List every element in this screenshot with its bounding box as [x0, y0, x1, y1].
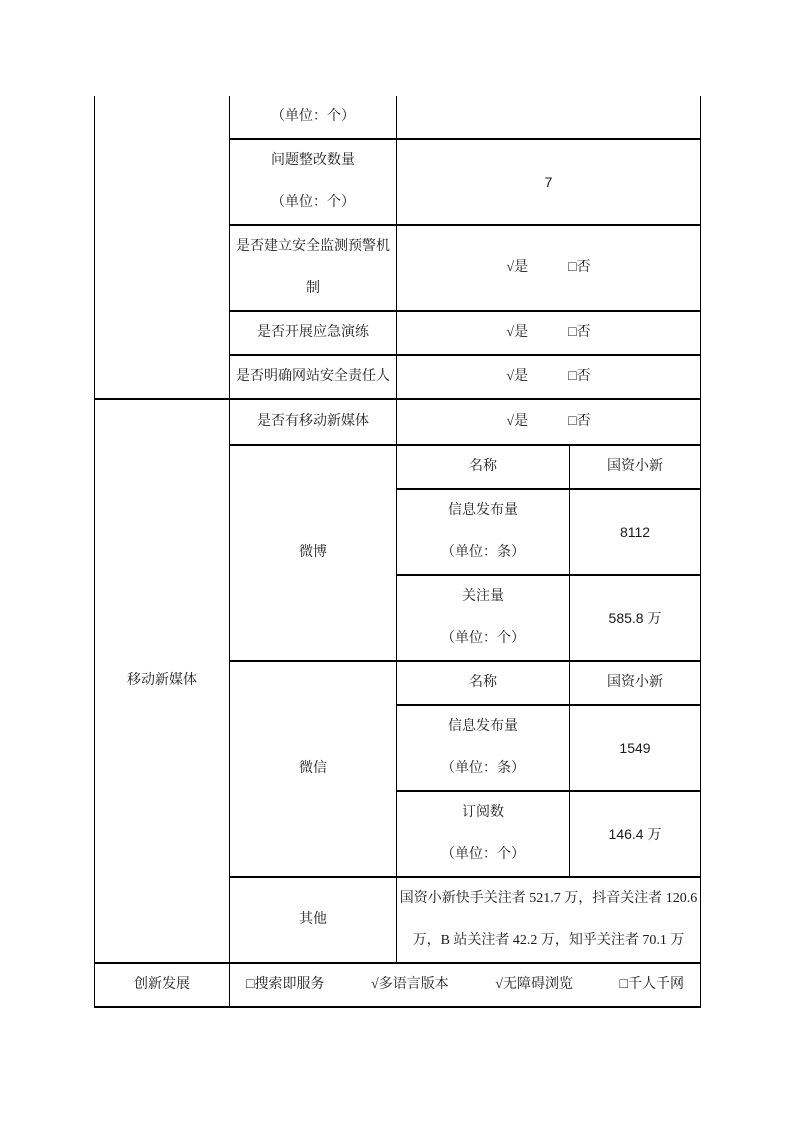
wechat-platform-label: 微信 — [230, 661, 397, 877]
no-unchecked-option: □否 — [568, 260, 591, 275]
drill-yesno-cell — [397, 311, 701, 355]
wechat-subscribers-label: 订阅数 — [462, 805, 504, 820]
weibo-platform-label: 微博 — [230, 445, 397, 661]
weibo-followers-label: 关注量 — [462, 589, 504, 604]
other-platforms-value-cell — [397, 877, 701, 963]
security-officer-label: 是否明确网站安全责任人 — [230, 355, 397, 399]
officer-yesno-cell — [397, 355, 701, 399]
option-search-as-service-unchecked: □搜索即服务 — [246, 977, 325, 992]
weibo-posts-label-cell — [397, 489, 570, 575]
wechat-posts-label: 信息发布量 — [448, 719, 518, 734]
table-row — [95, 96, 701, 139]
no-unchecked-option: □否 — [568, 325, 591, 340]
weibo-name-value: 国资小新 — [570, 445, 701, 489]
wechat-name-value: 国资小新 — [570, 661, 701, 705]
weibo-posts-value: 8112 — [570, 489, 701, 575]
option-personalized-web-unchecked: □千人千网 — [619, 977, 684, 992]
carryover-value-cell — [397, 96, 701, 139]
has-mobile-media-label: 是否有移动新媒体 — [230, 399, 397, 445]
carryover-group-cell — [95, 96, 230, 399]
table-row — [95, 399, 701, 445]
weibo-posts-label: 信息发布量 — [448, 503, 518, 518]
rectification-unit: （单位：个） — [271, 195, 355, 210]
yes-checked-option: √是 — [506, 369, 529, 384]
innovation-options — [230, 965, 700, 1005]
innovation-group-label: 创新发展 — [95, 963, 230, 1007]
option-multilingual-checked: √多语言版本 — [371, 977, 449, 992]
rectification-label: 问题整改数量 — [271, 153, 355, 168]
wechat-posts-value: 1549 — [570, 705, 701, 791]
weibo-posts-unit: （单位：条） — [441, 545, 525, 560]
wechat-name-label: 名称 — [397, 661, 570, 705]
innovation-options-cell — [230, 963, 701, 1007]
weibo-name-label: 名称 — [397, 445, 570, 489]
yes-checked-option: √是 — [506, 414, 529, 429]
wechat-subscribers-unit: （单位：个） — [441, 847, 525, 862]
mobile-media-group-label: 移动新媒体 — [95, 399, 230, 963]
no-unchecked-option: □否 — [568, 414, 591, 429]
drill-label: 是否开展应急演练 — [230, 311, 397, 355]
monitoring-label-line1: 是否建立安全监测预警机 — [236, 239, 390, 254]
option-accessibility-checked: √无障碍浏览 — [495, 977, 573, 992]
wechat-subscribers-label-cell — [397, 791, 570, 877]
weibo-followers-label-cell — [397, 575, 570, 661]
carryover-unit-label: （单位：个） — [230, 96, 397, 139]
weibo-followers-value: 585.8 万 — [570, 575, 701, 661]
yes-checked-option: √是 — [506, 325, 529, 340]
no-unchecked-option: □否 — [568, 369, 591, 384]
wechat-posts-label-cell — [397, 705, 570, 791]
monitoring-label-cell — [230, 225, 397, 311]
wechat-posts-unit: （单位：条） — [441, 761, 525, 776]
rectification-value: 7 — [397, 139, 701, 225]
table-row — [95, 963, 701, 1007]
annual-report-table — [94, 96, 701, 1008]
other-platforms-label: 其他 — [230, 877, 397, 963]
other-platforms-line2: 万，B 站关注者 42.2 万，知乎关注者 70.1 万 — [412, 933, 685, 948]
rectification-label-cell — [230, 139, 397, 225]
monitoring-label-line2: 制 — [306, 281, 320, 296]
yes-checked-option: √是 — [506, 260, 529, 275]
wechat-subscribers-value: 146.4 万 — [570, 791, 701, 877]
monitoring-yesno-cell — [397, 225, 701, 311]
weibo-followers-unit: （单位：个） — [441, 631, 525, 646]
has-mobile-media-yesno-cell — [397, 399, 701, 445]
other-platforms-line1: 国资小新快手关注者 521.7 万，抖音关注者 120.6 — [399, 891, 698, 906]
